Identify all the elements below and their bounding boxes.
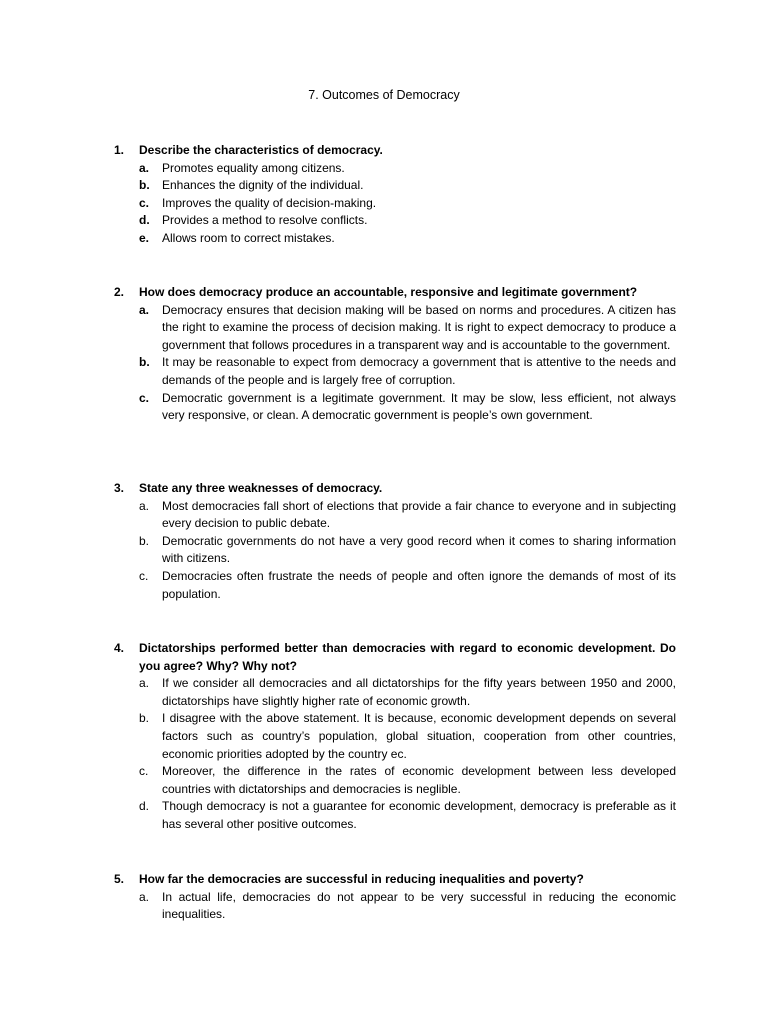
- question-heading: [114, 284, 676, 302]
- answer-letter: a.: [139, 498, 150, 513]
- question-heading: [114, 480, 676, 498]
- answer-letter: b.: [139, 711, 150, 726]
- question-number: 3.: [114, 481, 125, 495]
- answer-text: Moreover, the difference in the rates of economic development between less developed countries with dictatorships and democracies is neglible.: [162, 764, 676, 796]
- answer-letter: a.: [139, 160, 150, 175]
- answer-item: [139, 302, 676, 355]
- page-title: 7. Outcomes of Democracy: [308, 88, 460, 102]
- answer-text: Democratic governments do not have a very good record when it comes to sharing information with citizens.: [162, 533, 676, 566]
- answer-item: [139, 533, 676, 568]
- answer-text: Democratic government is a legitimate government. It may be slow, less efficient, not always very responsive, or clean. A democratic government is people’s own government.: [162, 390, 676, 423]
- answer-letter: d.: [139, 799, 150, 814]
- answer-item: [139, 354, 676, 389]
- question-heading: [114, 142, 676, 160]
- answer-text: Provides a method to resolve conflicts.: [162, 213, 368, 228]
- answer-text: Democracy ensures that decision making will be based on norms and procedures. A citizen has the right to examine the process of decision making. It is right to expect democracy to produce a government that follows procedures in a transparent way and is accountable to the government.: [162, 302, 676, 352]
- answer-letter: b.: [139, 355, 150, 370]
- answer-text: It may be reasonable to expect from democracy a government that is attentive to the needs and demands of the people and is largely free of corruption.: [162, 355, 676, 387]
- question-text: How far the democracies are successful in reducing inequalities and poverty?: [139, 872, 584, 886]
- answer-text: If we consider all democracies and all dictatorships for the fifty years between 1950 and 2000, dictatorships have slightly higher rate of economic growth.: [162, 676, 676, 708]
- question-number: 4.: [114, 641, 125, 655]
- answer-letter: b.: [139, 533, 150, 548]
- answer-item: [139, 568, 676, 603]
- answer-item: [139, 889, 676, 924]
- answer-item: [139, 390, 676, 425]
- answer-item: [139, 160, 676, 178]
- answer-text: I disagree with the above statement. It is because, economic development depends on several factors such as country’s population, global situation, cooperation from other countries, economic priorities adopted by the country ec.: [162, 711, 676, 761]
- answer-item: [139, 710, 676, 763]
- question-heading: [114, 871, 676, 889]
- answer-letter: c.: [139, 390, 150, 405]
- answer-letter: a.: [139, 676, 150, 691]
- question-text: Describe the characteristics of democracy.: [139, 143, 383, 157]
- answer-letter: b.: [139, 178, 150, 193]
- question-number: 1.: [114, 143, 125, 157]
- answer-text: Though democracy is not a guarantee for economic development, democracy is preferable as it has several other positive outcomes.: [162, 799, 676, 831]
- answer-text: Enhances the dignity of the individual.: [162, 178, 364, 193]
- answer-text: In actual life, democracies do not appear to be very successful in reducing the economic inequalities.: [162, 889, 676, 922]
- question-text: State any three weaknesses of democracy.: [139, 481, 383, 495]
- answer-text: Improves the quality of decision-making.: [162, 195, 377, 210]
- answer-letter: c.: [139, 764, 149, 779]
- question-number: 2.: [114, 285, 125, 299]
- answer-text: Most democracies fall short of elections that provide a fair chance to everyone and in subjecting every decision to public debate.: [162, 498, 676, 531]
- answer-letter: e.: [139, 230, 150, 245]
- answer-item: [139, 675, 676, 710]
- question-text: How does democracy produce an accountable, responsive and legitimate government?: [139, 285, 638, 299]
- answer-letter: d.: [139, 213, 150, 228]
- question-5: [114, 871, 676, 924]
- answer-text: Democracies often frustrate the needs of people and often ignore the demands of most of its population.: [162, 568, 676, 601]
- question-1: [114, 142, 676, 248]
- answer-text: Promotes equality among citizens.: [162, 160, 345, 175]
- answer-item: [139, 177, 676, 195]
- answer-letter: c.: [139, 195, 150, 210]
- question-2: [114, 284, 676, 425]
- answer-item: [139, 195, 676, 213]
- question-3: [114, 480, 676, 603]
- answer-item: [139, 230, 676, 248]
- question-4: [114, 640, 676, 834]
- answer-item: [139, 212, 676, 230]
- question-heading: [114, 640, 676, 675]
- answer-letter: a.: [139, 889, 150, 904]
- question-number: 5.: [114, 872, 125, 886]
- answer-item: [139, 498, 676, 533]
- answer-item: [139, 763, 676, 798]
- question-text: Dictatorships performed better than democracies with regard to economic development. Do you agree? Why? Why not?: [139, 641, 676, 673]
- answer-item: [139, 798, 676, 833]
- answer-letter: c.: [139, 568, 149, 583]
- answer-text: Allows room to correct mistakes.: [162, 230, 335, 245]
- answer-letter: a.: [139, 302, 150, 317]
